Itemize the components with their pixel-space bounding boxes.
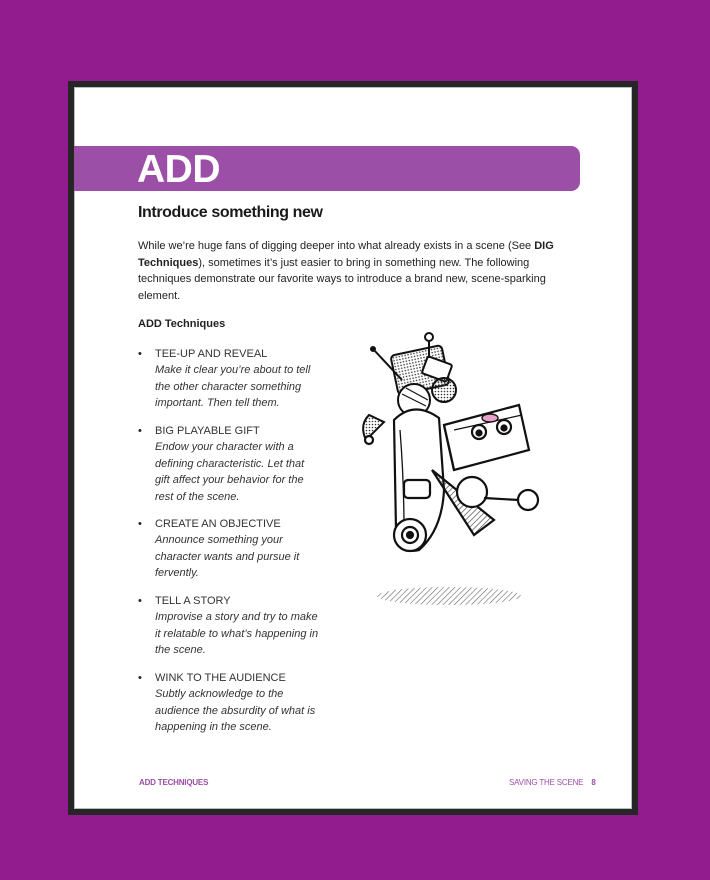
bullet-icon: • [138, 595, 142, 607]
technique-description: Announce something your character wants and pursue it fervently. [155, 534, 300, 579]
technique-description: Improvise a story and try to make it relatable to what’s happening in the scene. [155, 611, 319, 656]
page-subtitle: Introduce something new [138, 204, 323, 221]
techniques-heading: ADD Techniques [138, 318, 226, 330]
section-title: ADD [137, 148, 220, 191]
robot-illustration [344, 330, 559, 615]
bullet-icon: • [138, 672, 142, 684]
technique-title: CREATE AN OBJECTIVE [155, 518, 281, 530]
intro-text-2: ), sometimes it’s just easier to bring in something new. The following techniques demonstrate our favorite ways to introduce a brand new, scene-sparking element. [138, 256, 546, 302]
technique-title: WINK TO THE AUDIENCE [155, 672, 286, 684]
document-page [74, 87, 632, 809]
bullet-icon: • [138, 518, 142, 530]
technique-title: TELL A STORY [155, 595, 231, 607]
footer-section-label: ADD TECHNIQUES [139, 778, 209, 787]
footer-title-text: SAVING THE SCENE [509, 778, 584, 787]
shadow-shape [377, 587, 521, 605]
intro-text-1: While we’re huge fans of digging deeper into what already exists in a scene (See [138, 240, 535, 252]
technique-description: Make it clear you’re about to tell the other character something important. Then tell them. [155, 364, 311, 409]
intro-paragraph [138, 238, 556, 304]
footer-book-title [509, 778, 596, 787]
robot-head [444, 405, 529, 470]
bullet-icon: • [138, 348, 142, 360]
technique-description: Endow your character with a defining characteristic. Let that gift affect your behavior for the rest of the scene. [155, 441, 305, 503]
intro-dig-reference: DIG Techniques [138, 240, 554, 269]
technique-description: Subtly acknowledge to the audience the absurdity of what is happening in the scene. [155, 688, 316, 733]
technique-title: TEE-UP AND REVEAL [155, 348, 268, 360]
page-number: 8 [591, 778, 596, 787]
bullet-icon: • [138, 425, 142, 437]
section-banner [74, 146, 580, 191]
technique-title: BIG PLAYABLE GIFT [155, 425, 260, 437]
